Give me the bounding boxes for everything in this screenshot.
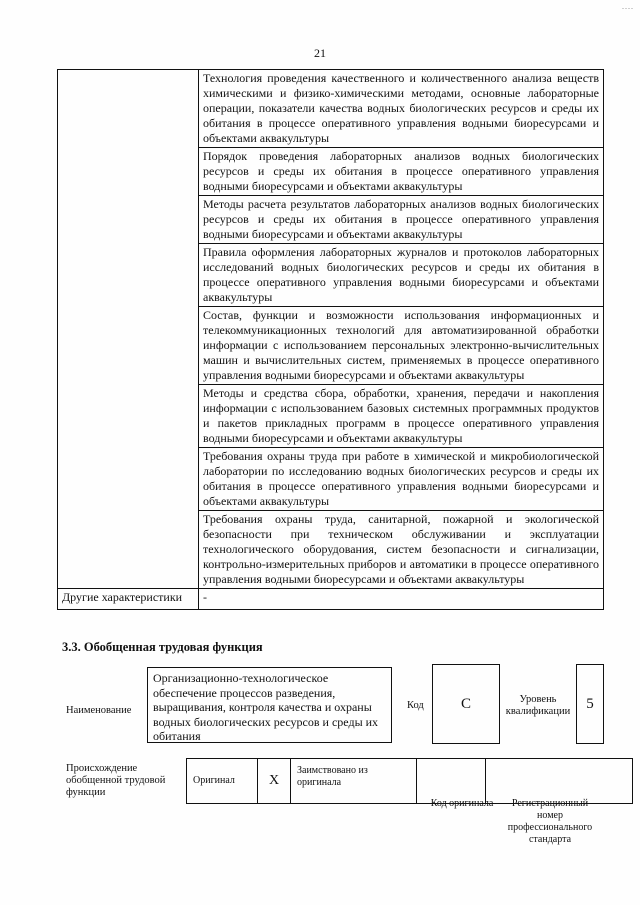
origin-label: Происхождение обобщенной трудовой функции xyxy=(66,763,166,798)
section-title: 3.3. Обобщенная трудовая функция xyxy=(62,640,263,654)
knowledge-item: Методы и средства сбора, обработки, хранения, передачи и накопления информации с использованием базовых системных программных продуктов и пакетов прикладных программ в процессе оперативного управления водными биоресурсами и объектами аквакультуры xyxy=(199,385,604,448)
page-corner-mark: .... xyxy=(622,2,634,11)
table-row xyxy=(58,589,604,610)
original-label: Оригинал xyxy=(187,759,258,804)
function-name-box: Организационно-технологическое обеспечение процессов разведения, выращивания, контроля качества и охраны водных биологических ресурсов и среды их обитания xyxy=(147,667,392,743)
code-original-cell xyxy=(417,759,486,804)
code-box: C xyxy=(432,664,500,744)
knowledge-table xyxy=(57,69,604,610)
name-label: Наименование xyxy=(66,705,132,716)
original-mark: X xyxy=(258,759,291,804)
level-box: 5 xyxy=(576,664,604,744)
reg-number-cell xyxy=(486,759,633,804)
knowledge-item: Технология проведения качественного и количественного анализа веществ химическими и физико-химическими методами, основные лабораторные операции, показатели качества водных биологических ресурсов и среды их обитания в процессе оперативного управления водными биоресурсами и объектами аквакультуры xyxy=(199,70,604,148)
knowledge-item: Требования охраны труда при работе в химической и микробиологической лаборатории по исследованию водных биологических ресурсов и среды их обитания в процессе оперативного управления водными биоресурсами и объектами аквакультуры xyxy=(199,448,604,511)
code-label: Код xyxy=(407,700,424,711)
knowledge-item: Методы расчета результатов лабораторных анализов водных биологических ресурсов и среды их обитания в процессе оперативного управления водными биоресурсами и объектами аквакультуры xyxy=(199,196,604,244)
other-characteristics-value: - xyxy=(199,589,604,610)
page-number: 21 xyxy=(314,46,326,60)
knowledge-item: Требования охраны труда, санитарной, пожарной и экологической безопасности при техническом обслуживании и эксплуатации технологического оборудования, систем безопасности и сигнализации, контрольно-измерительных приборов и автоматики в процессе оперативного управления водными биоресурсами и объектами аквакультуры xyxy=(199,511,604,589)
other-characteristics-label: Другие характеристики xyxy=(58,589,199,610)
knowledge-item: Состав, функции и возможности использования информационных и телекоммуникационных технологий для автоматизированной обработки информации с использованием персональных электронно-вычислительных машин и вычислительных систем, применяемых в процессе оперативного управления водными биоресурсами и объектами аквакультуры xyxy=(199,307,604,385)
table-row xyxy=(187,759,633,804)
table-row xyxy=(58,70,604,148)
knowledge-item: Правила оформления лабораторных журналов и протоколов лабораторных исследований водных биологических ресурсов и среды их обитания в процессе оперативного управления водными биоресурсами и объектами аквакультуры xyxy=(199,244,604,307)
knowledge-label-cell xyxy=(58,70,199,589)
borrowed-label: Заимствовано из оригинала xyxy=(291,759,417,804)
knowledge-item: Порядок проведения лабораторных анализов водных биологических ресурсов и среды их обитания в процессе оперативного управления водными биоресурсами и объектами аквакультуры xyxy=(199,148,604,196)
level-label: Уровень квалификации xyxy=(505,694,571,717)
reg-number-caption: Регистрационный номер профессионального стандарта xyxy=(507,798,593,845)
code-original-caption: Код оригинала xyxy=(430,798,494,809)
